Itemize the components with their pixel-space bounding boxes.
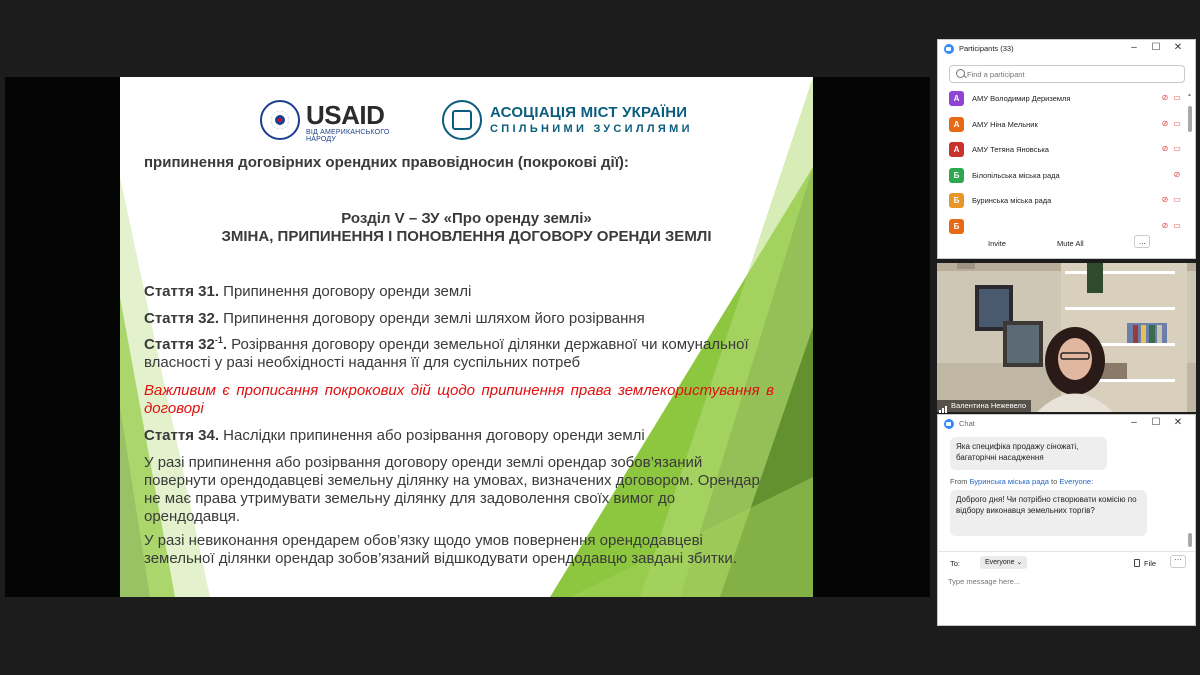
file-label: File xyxy=(1144,559,1157,568)
article-number: Стаття 34. xyxy=(144,427,219,444)
sender-name: Буринська міська рада xyxy=(969,477,1049,486)
zoom-logo-icon xyxy=(944,44,954,54)
participant-scrollbar[interactable] xyxy=(1188,106,1192,132)
chat-titlebar xyxy=(938,415,1195,433)
article-title: Розірвання договору оренди земельної ділянки державної чи комунальної власності у разі необхідності надання її для суспільних потреб xyxy=(144,336,749,371)
article-title: Припинення договору оренди землі шляхом його розірвання xyxy=(219,310,645,327)
video-name-label xyxy=(937,400,1031,412)
more-options-button[interactable]: ... xyxy=(1134,235,1150,248)
close-icon[interactable]: ✕ xyxy=(1173,417,1183,428)
file-button[interactable] xyxy=(1134,559,1156,568)
participant-status xyxy=(1159,93,1183,102)
mic-muted-icon[interactable]: ⊘ xyxy=(1173,169,1181,179)
article-number: Стаття 32. xyxy=(144,310,219,327)
chat-message-input[interactable] xyxy=(948,575,1188,587)
mic-muted-icon[interactable]: ⊘ xyxy=(1161,93,1169,102)
participants-titlebar xyxy=(938,40,1195,58)
article-superscript: -1 xyxy=(214,335,223,345)
presentation-slide xyxy=(120,77,813,597)
mic-muted-icon[interactable]: ⊘ xyxy=(1161,220,1169,230)
avatar: Б xyxy=(949,168,964,183)
video-tile[interactable] xyxy=(937,263,1196,412)
participant-search-input[interactable] xyxy=(967,68,1177,80)
minimize-icon[interactable]: – xyxy=(1131,42,1137,53)
invite-button[interactable]: Invite xyxy=(984,235,1010,251)
video-off-icon: ▭ xyxy=(1173,93,1181,102)
participant-name: Білопільська міська рада xyxy=(972,170,1060,180)
zoom-logo-icon xyxy=(944,419,954,429)
section-line-1: Розділ V – ЗУ «Про оренду землі» xyxy=(341,210,592,227)
participant-search[interactable] xyxy=(949,65,1185,83)
paragraph-2: У разі невиконання орендарем обов’язку щодо умов повернення орендодавцеві земельної ділянки орендар зобов’язаний відшкодувати орендодавцю завдані збитки. xyxy=(144,532,737,567)
recipient-select[interactable] xyxy=(980,556,1027,569)
important-note: Важливим є прописання покрокових дій щодо припинення права землекористування в договорі xyxy=(144,382,774,417)
search-icon xyxy=(956,69,965,78)
video-off-icon: ▭ xyxy=(1173,144,1181,153)
slide-heading: припинення договірних орендних правовідносин (покрокові дії): xyxy=(144,154,629,171)
minimize-icon[interactable]: – xyxy=(1131,417,1137,428)
article-32-1 xyxy=(144,336,794,372)
chat-divider xyxy=(938,551,1195,552)
mic-muted-icon[interactable]: ⊘ xyxy=(1161,144,1169,153)
window-controls xyxy=(1123,42,1189,53)
article-32 xyxy=(144,310,794,328)
participant-name: АМУ Володимир Дериземля xyxy=(972,94,1071,103)
participant-status xyxy=(1159,195,1183,204)
chat-more-button[interactable]: ··· xyxy=(1170,555,1186,568)
article-number: Стаття 31. xyxy=(144,283,219,300)
participant-name: АМУ Ніна Мельник xyxy=(972,119,1038,129)
usaid-tagline: ВІД АМЕРИКАНСЬКОГО НАРОДУ xyxy=(306,129,390,143)
article-number: Стаття 32 xyxy=(144,336,215,353)
article-31 xyxy=(144,283,794,301)
participant-status xyxy=(1171,170,1183,179)
participant-name: Буринська міська рада xyxy=(972,196,1052,205)
maximize-icon[interactable]: ☐ xyxy=(1151,417,1161,428)
usaid-wordmark: USAID xyxy=(306,100,385,130)
article-number-dot: . xyxy=(222,336,228,353)
speaker-video-feed xyxy=(937,263,1196,412)
participant-status xyxy=(1159,119,1183,128)
slide-logos xyxy=(260,98,700,142)
participant-row[interactable] xyxy=(938,165,1185,191)
amu-seal-icon xyxy=(442,100,482,140)
video-participant-name: Валентина Нежевело xyxy=(951,401,1027,410)
file-icon xyxy=(1134,559,1140,567)
avatar: Б xyxy=(949,219,964,234)
amu-wordmark: АСОЦІАЦІЯ МІСТ УКРАЇНИ xyxy=(490,104,688,121)
participant-status xyxy=(1159,221,1183,230)
paragraph-1: У разі припинення або розірвання договору оренди землі орендар зобов’язаний повернути орендодавцеві земельну ділянку на умовах, визначених договором. Орендар не має права утримувати земельну ділянку для задоволення своїх вимог до орендодавця. xyxy=(144,454,760,525)
sender-prefix: From xyxy=(950,477,970,486)
sender-to: to xyxy=(1048,477,1060,486)
usaid-logo xyxy=(260,98,410,142)
mic-muted-icon[interactable]: ⊘ xyxy=(1161,195,1169,204)
video-off-icon: ▭ xyxy=(1173,118,1181,128)
chat-title: Chat xyxy=(959,419,975,428)
chevron-down-icon: ⌄ xyxy=(1016,559,1023,566)
video-off-icon: ▭ xyxy=(1173,195,1181,204)
avatar: А xyxy=(949,117,964,132)
participant-list xyxy=(938,88,1185,231)
article-title: Припинення договору оренди землі xyxy=(219,283,472,300)
maximize-icon[interactable]: ☐ xyxy=(1151,42,1161,53)
participants-window xyxy=(937,39,1196,259)
participants-title: Participants (33) xyxy=(959,44,1014,53)
to-label: To: xyxy=(950,559,961,568)
chat-window xyxy=(937,414,1196,626)
signal-bars-icon xyxy=(939,401,949,408)
participants-footer xyxy=(938,235,1195,251)
sender-suffix: : xyxy=(1091,477,1094,486)
chat-scrollbar[interactable] xyxy=(1188,533,1192,547)
participant-name: АМУ Тетяна Яновська xyxy=(972,145,1049,154)
participant-row[interactable] xyxy=(938,190,1185,216)
avatar: А xyxy=(949,91,964,106)
section-line-2: ЗМІНА, ПРИПИНЕННЯ І ПОНОВЛЕННЯ ДОГОВОРУ ОРЕНДИ ЗЕМЛІ xyxy=(221,228,712,245)
mute-all-button[interactable]: Mute All xyxy=(1053,235,1088,251)
chat-message: Яка специфіка продажу сіножаті, багаторічні насадження xyxy=(950,437,1107,470)
recipient-name: Everyone xyxy=(1059,477,1092,486)
scroll-up-icon[interactable]: ▲ xyxy=(1187,92,1192,98)
video-off-icon: ▭ xyxy=(1173,220,1181,230)
participant-row[interactable] xyxy=(938,88,1185,114)
article-34 xyxy=(144,427,794,445)
usaid-seal-icon xyxy=(260,100,300,140)
mic-muted-icon[interactable]: ⊘ xyxy=(1161,118,1169,128)
recipient-value: Everyone xyxy=(985,559,1015,566)
participant-row[interactable] xyxy=(938,114,1185,140)
article-title: Наслідки припинення або розірвання договору оренди землі xyxy=(219,427,645,444)
avatar: А xyxy=(949,142,964,157)
window-controls xyxy=(1123,417,1189,428)
avatar: Б xyxy=(949,193,964,208)
chat-message: Доброго дня! Чи потрібно створювати комісію по відбору виконавця земельних торгів? xyxy=(950,490,1147,536)
participant-status xyxy=(1159,144,1183,153)
slide-section-title xyxy=(120,210,813,246)
close-icon[interactable]: ✕ xyxy=(1173,42,1183,53)
participant-row[interactable] xyxy=(938,139,1185,165)
amu-tagline: СПІЛЬНИМИ ЗУСИЛЛЯМИ xyxy=(490,123,693,135)
chat-recipient-row xyxy=(950,559,1023,568)
chat-message-sender xyxy=(950,477,1093,486)
amu-logo xyxy=(442,98,702,142)
